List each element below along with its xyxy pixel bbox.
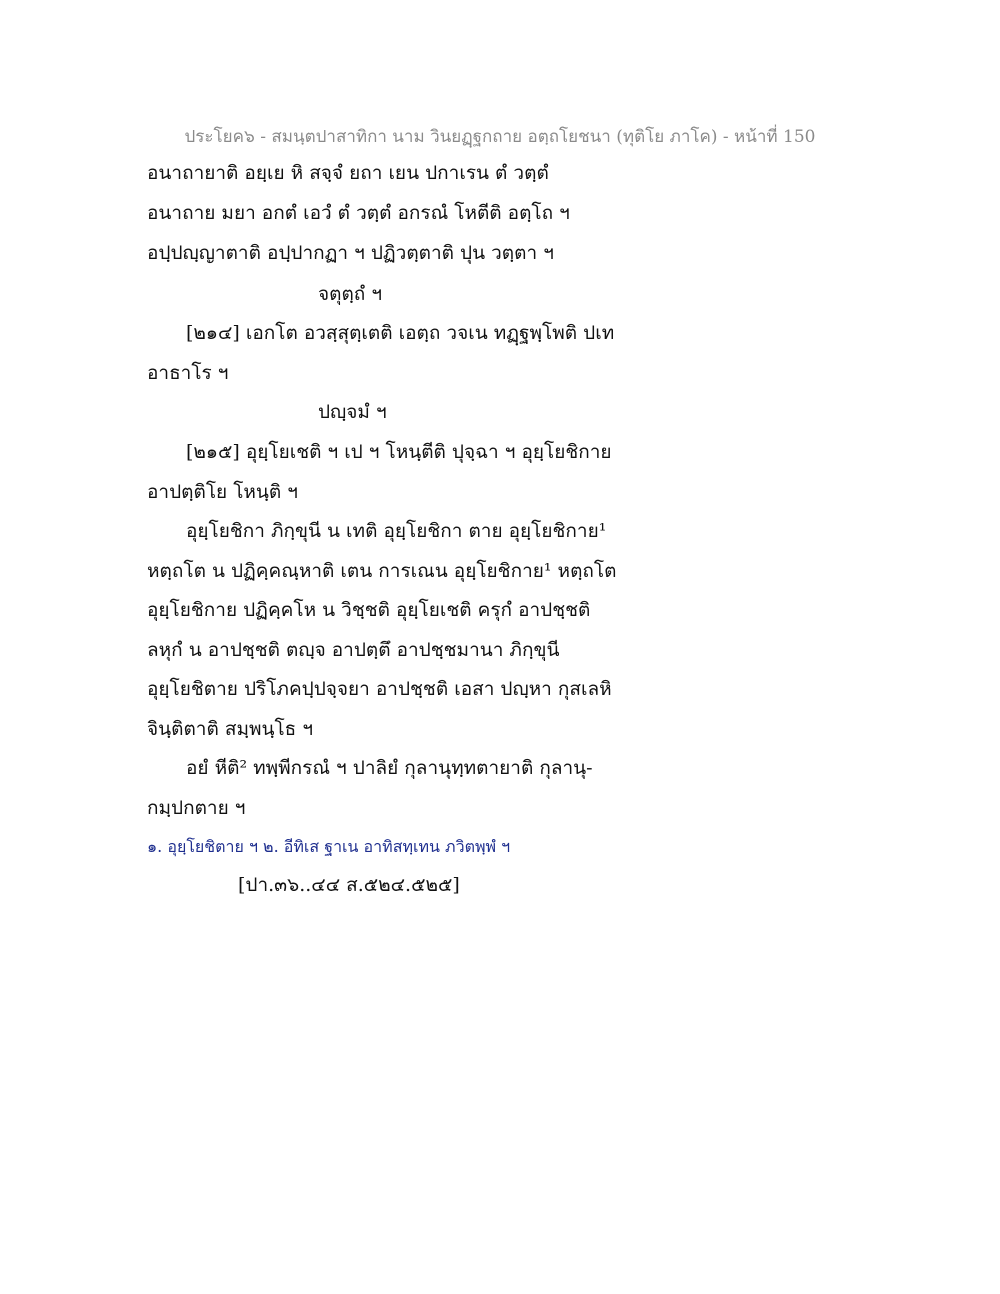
text-line-10: อุยฺโยชิกา ภิกฺขุนี น เทติ อุยฺโยชิกา ตาย อุยฺโยชิกาย¹ xyxy=(186,520,607,542)
text-line-3: อปฺปญฺญาตาติ อปฺปากฏา ฯ ปฏิวตฺตาติ ปุน วตฺตา ฯ xyxy=(147,242,554,264)
text-line-14: อุยฺโยชิตาย ปริโภคปฺปจฺจยา อาปชฺชติ เอสา ปญฺหา กุสเลหิ xyxy=(147,678,612,700)
text-line-paragraph-214: [๒๑๔] เอกโต อวสฺสุตฺเตติ เอตฺถ วจเน ทฏฺฐพฺโพติ ปเท xyxy=(186,322,615,344)
section-heading-fifth: ปญฺจมํ ฯ xyxy=(318,401,387,423)
text-line-17: กมฺปกตาย ฯ xyxy=(147,797,246,819)
text-line-11: หตฺถโต น ปฏิคฺคณฺหาติ เตน การเณน อุยฺโยชิกาย¹ หตฺถโต xyxy=(147,560,617,582)
text-line-16: อยํ หีติ² ทพฺพีกรณํ ฯ ปาลิยํ กุลานุทฺทตายาติ กุลานุ- xyxy=(186,757,593,779)
text-line-2: อนาถาย มยา อกตํ เอวํ ตํ วตฺตํ อกรณํ โหตีติ อตฺโถ ฯ xyxy=(147,202,570,224)
text-line-9: อาปตฺติโย โหนฺติ ฯ xyxy=(147,481,298,503)
text-line-1: อนาถายาติ อยฺเย หิ สจฺจํ ยถา เยน ปกาเรน ตํ วตฺตํ xyxy=(147,162,549,184)
footnote: ๑. อุยฺโยชิตาย ฯ ๒. อีทิเส ฐาเน อาทิสทฺเทน ภวิตพฺพํ ฯ xyxy=(147,837,511,856)
text-line-12: อุยฺโยชิกาย ปฏิคฺคโห น วิชฺชติ อุยฺโยเชติ ครุกํ อาปชฺชติ xyxy=(147,599,591,621)
text-line-6: อาธาโร ฯ xyxy=(147,362,229,384)
page-header: ประโยค๖ - สมนฺตปาสาทิกา นาม วินยฏฺฐกถาย อตฺถโยชนา (ทุติโย ภาโค) - หน้าที่ 150 xyxy=(184,127,816,147)
section-heading-fourth: จตุตฺถํ ฯ xyxy=(318,283,383,305)
page-reference: [ปา.๓๖..๔๔ ส.๕๒๔.๕๒๕] xyxy=(238,874,460,896)
text-line-paragraph-215: [๒๑๕] อุยฺโยเชติ ฯ เป ฯ โหนฺตีติ ปุจฺฉา ฯ อุยฺโยชิกาย xyxy=(186,441,612,463)
text-line-13: ลหุกํ น อาปชฺชติ ตญฺจ อาปตฺตึ อาปชฺชมานา ภิกฺขุนี xyxy=(147,639,560,661)
text-line-15: จินฺติตาติ สมฺพนฺโธ ฯ xyxy=(147,718,313,740)
